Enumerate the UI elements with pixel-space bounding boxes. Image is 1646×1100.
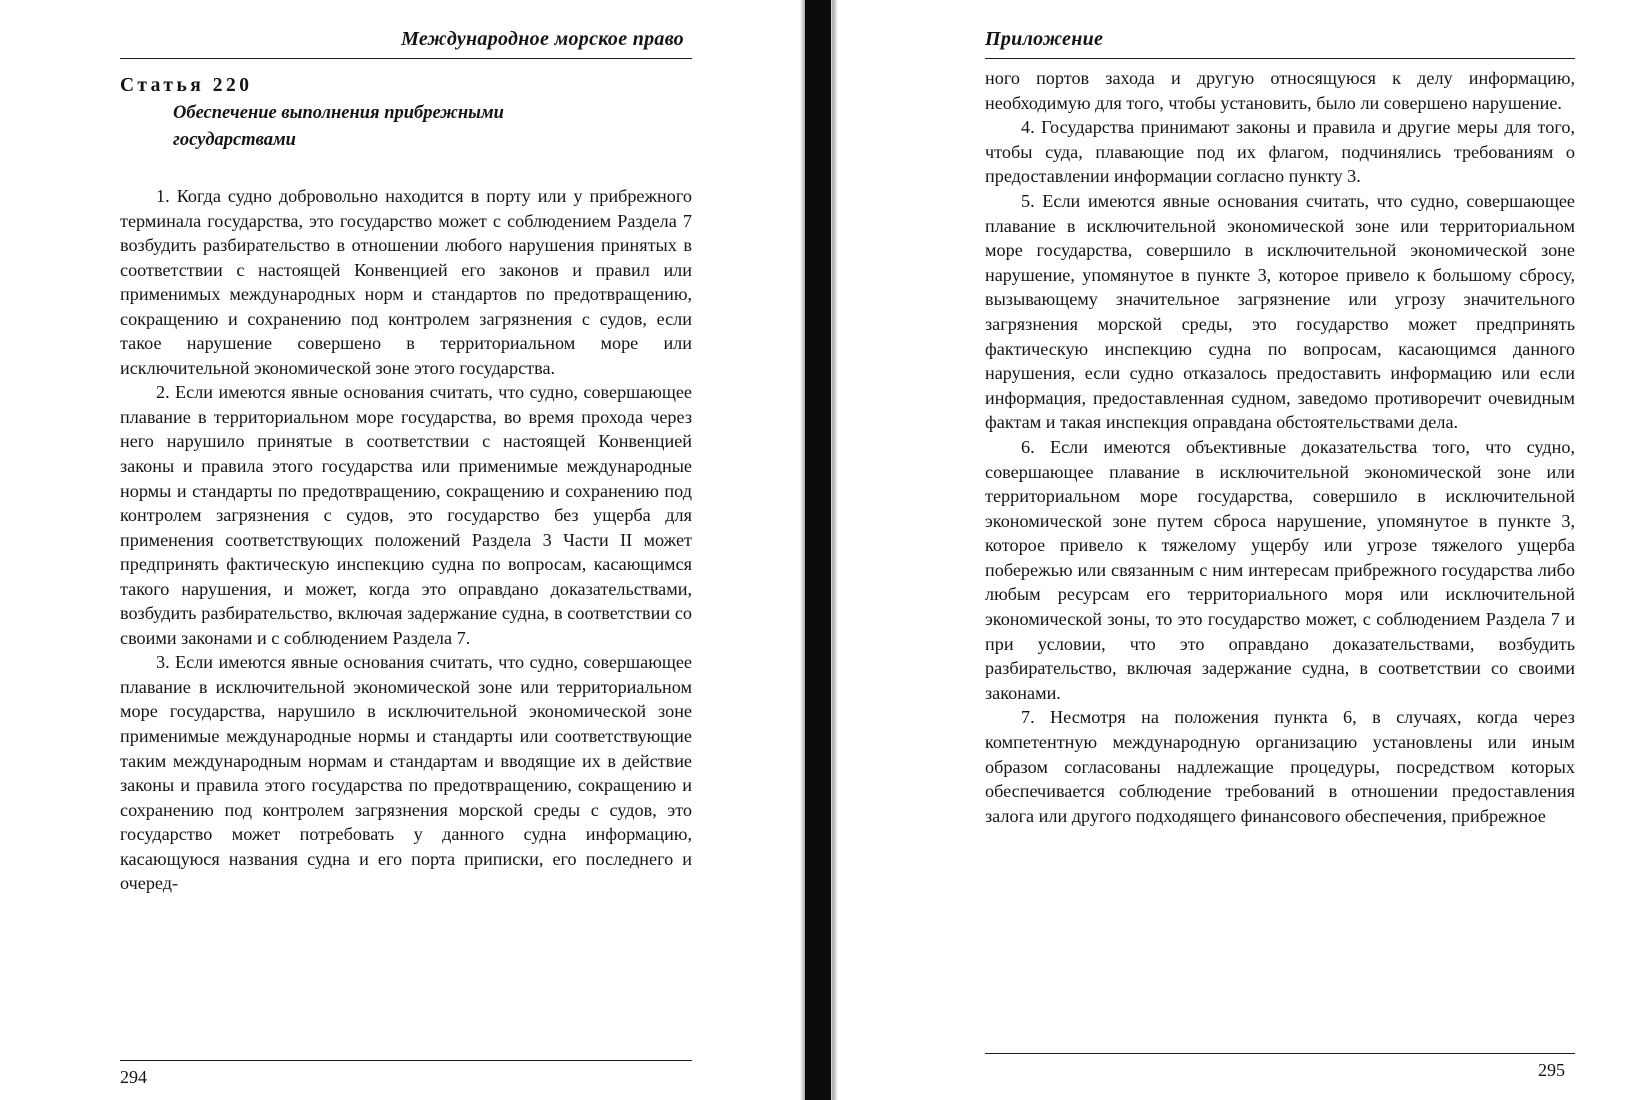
- page-number-right: 295: [1538, 1060, 1565, 1080]
- right-page: [985, 0, 1575, 1100]
- running-head-title: Международное морское право: [401, 28, 684, 50]
- left-page: [120, 0, 692, 1100]
- footer-rule-right: [985, 1053, 1575, 1054]
- running-head-right: [985, 28, 1575, 59]
- right-page-content: [985, 66, 1575, 828]
- paragraph-5: 5. Если имеются явные основания считать, что судно, совершающее плавание в исключительной экономической зоне или территориальном море государства, совершило в исключительной экономической зоне нарушение, упомянутое в пункте 3, которое привело к большому сбросу, вызывающему значительное загрязнение или угрозу значительного загрязнения морской среды, это государство может предпринять фактическую инспекцию судна по вопросам, касающимся данного нарушения, если судно отказалось предоставить информацию или если информация, предоставленная судном, заведомо противоречит очевидным фактам и такая инспекция оправдана обстоятельствами дела.: [985, 190, 1575, 433]
- article-label: Статья 220: [120, 75, 253, 96]
- page-number-left: 294: [120, 1067, 147, 1087]
- paragraph-3: 3. Если имеются явные основания считать, что судно, совершающее плавание в исключительной экономической зоне или территориальном море государства, нарушило в исключительной экономической зоне применимые международные нормы и стандарты или соответствующие таким международным нормам и стандартам и вводящие их в действие законы и правила этого государства по предотвращению, сокращению и сохранению под контролем загрязнения морской среды с судов, это государство может потребовать у данного судна информацию, касающуюся названия судна и его порта приписки, его последнего и очеред-: [120, 652, 692, 894]
- book-gutter-edge: [800, 0, 838, 1100]
- footer-rule-left: [120, 1060, 692, 1061]
- running-head-title: Приложение: [985, 28, 1104, 50]
- paragraph-2: 2. Если имеются явные основания считать, что судно, совершающее плавание в территориальном море государства, во время прохода через него нарушило принятые в соответствии с настоящей Конвенцией законы и правила этого государства или применимые международные нормы и стандарты по предотвращению, сокращению и сохранению под контролем загрязнения с судов, это государство без ущерба для применения соответствующих положений Раздела 3 Части II может предпринять фактическую инспекцию судна по вопросам, касающимся такого нарушения, и может, когда это оправдано доказательствами, возбудить разбирательство, включая задержание судна, в соответствии со своими законами и с соблюдением Раздела 7.: [120, 382, 692, 648]
- paragraph-6: 6. Если имеются объективные доказательства того, что судно, совершающее плавание в исключительной экономической зоне или территориальном море государства, совершило в исключительной экономической зоне путем сброса нарушение, упомянутое в пункте 3, которое привело к тяжелому ущербу или угрозе тяжелого ущерба побережью или связанным с ним интересам прибрежного государства либо любым ресурсам его территориального моря или исключительной экономической зоны, то это государство может, с соблюдением Раздела 7 и при условии, что это оправдано доказательствами, возбудить разбирательство, включая задержание судна, в соответствии со своими законами.: [985, 436, 1575, 703]
- paragraph-7: 7. Несмотря на положения пункта 6, в случаях, когда через компетентную международную организацию установлены или иным образом согласованы надлежащие процедуры, посредством которых обеспечивается соблюдение требований в отношении предоставления залога или другого подходящего финансового обеспечения, прибрежное: [985, 707, 1575, 826]
- paragraph-4: 4. Государства принимают законы и правила и другие меры для того, чтобы суда, плавающие под их флагом, подчинялись требованиям о предоставлении информации согласно пункту 3.: [985, 117, 1575, 187]
- paragraph-3-continuation: ного портов захода и другую относящуюся к делу информацию, необходимую для того, чтобы установить, было ли совершено нарушение.: [985, 68, 1575, 113]
- article-title: Обеспечение выполнения прибрежными государствами: [173, 103, 504, 150]
- left-page-content: [120, 74, 692, 896]
- running-head-left: [120, 28, 692, 59]
- paragraph-1: 1. Когда судно добровольно находится в порту или у прибрежного терминала государства, это государство может с соблюдением Раздела 7 возбудить разбирательство в отношении любого нарушения принятых в соответствии с настоящей Конвенцией его законов и правил или применимых международных норм и стандартов по предотвращению, сокращению и сохранению под контролем загрязнения с судов, если такое нарушение совершено в территориальном море или исключительной экономической зоне этого государства.: [120, 186, 692, 378]
